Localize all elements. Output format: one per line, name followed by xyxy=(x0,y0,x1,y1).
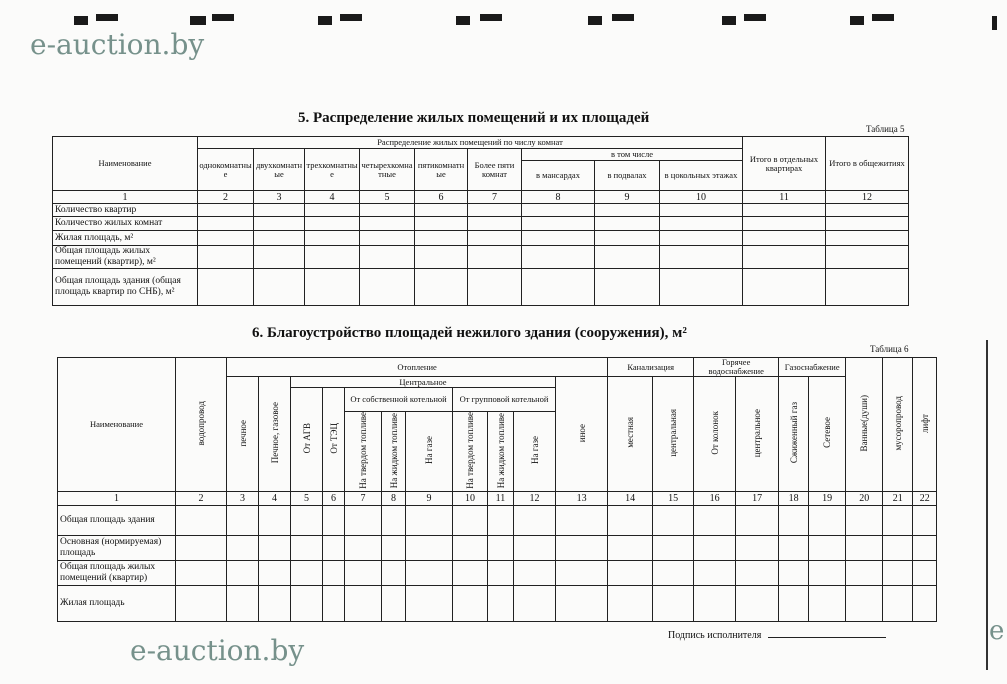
col-number: 6 xyxy=(323,491,345,505)
header-col: четырехкомнатные xyxy=(360,149,415,191)
header-lift: лифт xyxy=(919,413,930,433)
header-col: в мансардах xyxy=(522,161,595,191)
table-cell xyxy=(736,535,779,560)
table-cell xyxy=(227,535,259,560)
table6-title: 6. Благоустройство площадей нежилого здания (сооружения), м² xyxy=(252,325,687,341)
header-gas-network: Сетевое xyxy=(822,417,833,449)
col-number: 7 xyxy=(345,491,382,505)
table-cell xyxy=(556,585,608,621)
table-cell xyxy=(259,535,291,560)
table-cell xyxy=(227,585,259,621)
table-cell xyxy=(846,585,883,621)
col-number: 8 xyxy=(522,191,595,204)
row-label: Жилая площадь, м² xyxy=(53,231,198,246)
table-cell xyxy=(809,585,846,621)
row-label: Общая площадь здания (общая площадь квартир по СНБ), м² xyxy=(53,269,198,306)
col-number: 11 xyxy=(488,491,514,505)
table-cell xyxy=(259,505,291,535)
table-cell xyxy=(291,505,323,535)
table-cell xyxy=(556,505,608,535)
table-cell xyxy=(227,505,259,535)
col-number: 15 xyxy=(653,491,694,505)
header-stove: печное xyxy=(237,419,248,447)
table-cell xyxy=(846,535,883,560)
table-cell xyxy=(453,585,488,621)
table-cell xyxy=(514,535,556,560)
header-group: Распределение жилых помещений по числу комнат xyxy=(198,137,743,149)
table-cell xyxy=(736,585,779,621)
table-cell xyxy=(913,505,937,535)
table-cell xyxy=(653,585,694,621)
header-name: Наименование xyxy=(53,137,198,191)
col-number: 9 xyxy=(406,491,453,505)
header-gas-supply: Газоснабжение xyxy=(779,358,846,377)
table-cell xyxy=(653,505,694,535)
table-cell xyxy=(913,585,937,621)
table-cell xyxy=(488,505,514,535)
col-number: 17 xyxy=(736,491,779,505)
table-cell xyxy=(608,535,653,560)
table-cell xyxy=(453,505,488,535)
table-row xyxy=(53,231,909,246)
header-name: Наименование xyxy=(58,358,176,492)
col-number: 2 xyxy=(176,491,227,505)
header-solid: На твердом топливе xyxy=(465,412,475,489)
header-col: Более пяти комнат xyxy=(468,149,522,191)
table-cell xyxy=(653,535,694,560)
table-cell xyxy=(345,585,382,621)
table-cell xyxy=(259,560,291,585)
table-cell xyxy=(406,585,453,621)
header-gas-liquefied: Сжиженный газ xyxy=(788,402,799,464)
col-number: 6 xyxy=(415,191,468,204)
col-number: 13 xyxy=(556,491,608,505)
table-cell xyxy=(883,560,913,585)
header-agv: От АГВ xyxy=(301,423,312,454)
header-hot-water: Горячее водоснабжение xyxy=(694,358,779,377)
table-cell xyxy=(406,560,453,585)
row-label: Количество квартир xyxy=(53,204,198,217)
header-tec: От ТЭЦ xyxy=(328,423,339,454)
col-number: 10 xyxy=(660,191,743,204)
col-number: 12 xyxy=(514,491,556,505)
col-number: 9 xyxy=(595,191,660,204)
col-number: 14 xyxy=(608,491,653,505)
table-row xyxy=(58,585,937,621)
table-cell xyxy=(846,560,883,585)
col-number: 19 xyxy=(809,491,846,505)
table-cell xyxy=(736,505,779,535)
signature-area xyxy=(668,630,886,641)
table-cell xyxy=(779,535,809,560)
table-cell xyxy=(345,560,382,585)
header-hw-columns: От колонок xyxy=(709,411,720,455)
row-label: Общая площадь здания xyxy=(58,505,176,535)
watermark-center: e-auction.by xyxy=(130,634,305,667)
col-number: 1 xyxy=(53,191,198,204)
table-cell xyxy=(779,560,809,585)
row-label: Общая площадь жилых помещений (квартир), м² xyxy=(53,246,198,269)
col-number: 16 xyxy=(694,491,736,505)
table-cell xyxy=(694,560,736,585)
table-cell xyxy=(291,535,323,560)
table-cell xyxy=(809,535,846,560)
table-cell xyxy=(556,535,608,560)
col-number: 11 xyxy=(743,191,826,204)
col-number: 10 xyxy=(453,491,488,505)
header-col: двухкомнатные xyxy=(254,149,305,191)
table-cell xyxy=(608,585,653,621)
table-row xyxy=(53,204,909,217)
header-liquid: На жидком топливе xyxy=(388,412,399,488)
table-cell xyxy=(176,535,227,560)
header-hw-central: центральное xyxy=(752,408,763,457)
table-cell xyxy=(176,505,227,535)
table-cell xyxy=(488,560,514,585)
table-cell xyxy=(453,535,488,560)
table-cell xyxy=(345,505,382,535)
signature-line[interactable] xyxy=(768,637,886,638)
table-cell xyxy=(809,560,846,585)
col-number: 4 xyxy=(259,491,291,505)
table-cell xyxy=(382,560,406,585)
header-central: Центральное xyxy=(291,377,556,388)
row-label: Жилая площадь xyxy=(58,585,176,621)
table6-label: Таблица 6 xyxy=(870,344,909,354)
header-gas: На газе xyxy=(529,436,540,465)
header-group-boiler: От групповой котельной xyxy=(453,388,556,412)
header-gas: На газе xyxy=(424,436,434,465)
table-row xyxy=(58,535,937,560)
table-cell xyxy=(345,535,382,560)
table-cell xyxy=(291,560,323,585)
header-col: Итого в общежитиях xyxy=(826,137,909,191)
table-cell xyxy=(488,535,514,560)
table-row xyxy=(53,269,909,306)
col-number: 21 xyxy=(883,491,913,505)
col-number: 18 xyxy=(779,491,809,505)
table-cell xyxy=(913,560,937,585)
row-label: Общая площадь жилых помещений (квартир) xyxy=(58,560,176,585)
header-garbage: мусоропровод xyxy=(892,396,903,451)
table-row xyxy=(53,246,909,269)
table-cell xyxy=(809,505,846,535)
table-cell xyxy=(608,505,653,535)
table-cell xyxy=(883,505,913,535)
signature-label: Подпись исполнителя xyxy=(668,630,762,641)
table-cell xyxy=(779,505,809,535)
table-cell xyxy=(514,505,556,535)
col-number: 5 xyxy=(291,491,323,505)
table-cell xyxy=(608,560,653,585)
table-cell xyxy=(323,585,345,621)
table-cell xyxy=(382,505,406,535)
header-col: однокомнатные xyxy=(198,149,254,191)
header-water: водопровод xyxy=(196,401,206,446)
table5-title: 5. Распределение жилых помещений и их площадей xyxy=(298,110,650,126)
table-cell xyxy=(694,505,736,535)
col-number: 2 xyxy=(198,191,254,204)
col-number: 1 xyxy=(58,491,176,505)
header-sewer-local: местная xyxy=(625,417,636,449)
header-col: пятикомнатные xyxy=(415,149,468,191)
header-col: в цокольных этажах xyxy=(660,161,743,191)
col-number: 3 xyxy=(254,191,305,204)
table-cell xyxy=(382,535,406,560)
col-number: 7 xyxy=(468,191,522,204)
table-cell xyxy=(514,585,556,621)
col-number: 20 xyxy=(846,491,883,505)
col-number: 8 xyxy=(382,491,406,505)
table-cell xyxy=(488,585,514,621)
table-cell xyxy=(736,560,779,585)
table-row xyxy=(58,560,937,585)
table-cell xyxy=(323,535,345,560)
table-cell xyxy=(259,585,291,621)
table-cell xyxy=(227,560,259,585)
header-liquid: На жидком топливе xyxy=(495,412,506,488)
col-number: 3 xyxy=(227,491,259,505)
col-number: 5 xyxy=(360,191,415,204)
header-col: трехкомнатные xyxy=(305,149,360,191)
table-cell xyxy=(694,585,736,621)
row-label: Основная (нормируемая) площадь xyxy=(58,535,176,560)
col-number: 22 xyxy=(913,491,937,505)
table-cell xyxy=(779,585,809,621)
table-cell xyxy=(846,505,883,535)
table-row xyxy=(58,505,937,535)
header-stove-gas: Печное, газовое xyxy=(269,402,280,464)
watermark: e-auction.by xyxy=(30,28,205,61)
header-heating: Отопление xyxy=(227,358,608,377)
header-other: иное xyxy=(576,423,587,442)
number-row xyxy=(53,191,909,204)
table-cell xyxy=(323,505,345,535)
table5 xyxy=(52,136,909,306)
table-cell xyxy=(694,535,736,560)
table5-label: Таблица 5 xyxy=(866,124,905,134)
watermark-edge: e xyxy=(989,616,1005,646)
table-cell xyxy=(406,535,453,560)
row-label: Количество жилых комнат xyxy=(53,217,198,231)
table-cell xyxy=(406,505,453,535)
table-cell xyxy=(323,560,345,585)
header-baths: Ванные(души) xyxy=(859,395,870,452)
table-cell xyxy=(176,585,227,621)
table-cell xyxy=(291,585,323,621)
header-col: Итого в отдельных квартирах xyxy=(743,137,826,191)
table-cell xyxy=(556,560,608,585)
table-cell xyxy=(913,535,937,560)
header-own-boiler: От собственной котельной xyxy=(345,388,453,412)
table-cell xyxy=(883,535,913,560)
table-cell xyxy=(382,585,406,621)
table-cell xyxy=(453,560,488,585)
header-solid: На твердом топливе xyxy=(358,412,368,489)
table-cell xyxy=(514,560,556,585)
header-sewer: Канализация xyxy=(608,358,694,377)
col-number: 4 xyxy=(305,191,360,204)
header-subgroup: в том числе xyxy=(522,149,743,161)
number-row xyxy=(58,491,937,505)
col-number: 12 xyxy=(826,191,909,204)
table-cell xyxy=(176,560,227,585)
table6 xyxy=(57,357,937,622)
header-sewer-central: центральная xyxy=(668,408,679,457)
table-cell xyxy=(883,585,913,621)
table-row xyxy=(53,217,909,231)
table-cell xyxy=(653,560,694,585)
header-col: в подвалах xyxy=(595,161,660,191)
